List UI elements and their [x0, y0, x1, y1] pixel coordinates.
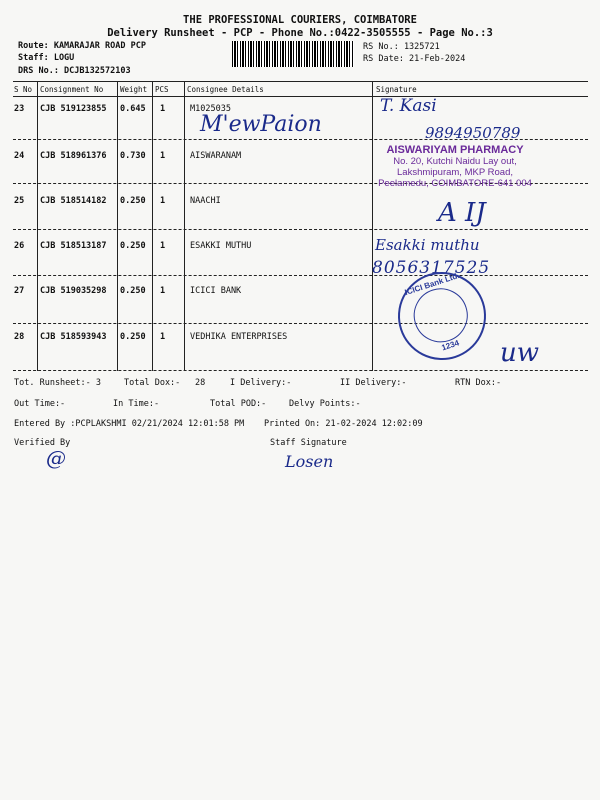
- verified-by: Verified By: [14, 438, 71, 448]
- handwritten-signature: T. Kasi: [380, 96, 437, 116]
- row-consignment: CJB 518514182: [40, 196, 107, 206]
- row-weight: 0.250: [120, 241, 146, 251]
- col-consignment: Consignment No: [40, 85, 104, 94]
- total-dox-value: 28: [195, 378, 206, 388]
- table-header-border: [13, 96, 588, 97]
- row-consignee: NAACHI: [190, 196, 221, 206]
- row-sno: 25: [14, 196, 25, 206]
- bank-stamp-text: ICICI Bank Ltd.: [403, 270, 461, 298]
- handwritten-signature: uw: [500, 338, 539, 368]
- row-weight: 0.645: [120, 104, 146, 114]
- row-pcs: 1: [160, 241, 166, 251]
- rs-number: RS No.: 1325721: [363, 42, 440, 52]
- pharmacy-stamp: [365, 144, 545, 189]
- rs-date: RS Date: 21-Feb-2024: [363, 54, 466, 64]
- col-divider: [37, 81, 38, 371]
- handwritten-name: Esakki muthu: [375, 236, 480, 254]
- printed-on: Printed On: 21-02-2024 12:02:09: [264, 419, 423, 429]
- stamp-address: Peelamedu, COIMBATORE-641 004: [378, 178, 532, 189]
- total-dox-label: Total Dox:-: [124, 378, 181, 388]
- delvy-points: Delvy Points:-: [289, 399, 361, 409]
- row-pcs: 1: [160, 151, 166, 161]
- col-consignee: Consignee Details: [187, 85, 264, 94]
- route-label: Route: KAMARAJAR ROAD PCP: [18, 41, 146, 51]
- rtn-dox: RTN Dox:-: [455, 378, 502, 388]
- in-time: In Time:-: [113, 399, 160, 409]
- row-pcs: 1: [160, 196, 166, 206]
- row-divider: [13, 323, 588, 324]
- row-sno: 23: [14, 104, 25, 114]
- row-weight: 0.250: [120, 196, 146, 206]
- stamp-title: AISWARIYAM PHARMACY: [386, 144, 524, 156]
- row-sno: 26: [14, 241, 25, 251]
- col-weight: Weight: [120, 85, 148, 94]
- total-pod: Total POD:-: [210, 399, 267, 409]
- entered-by: Entered By :PCPLAKSHMI 02/21/2024 12:01:58 PM: [14, 419, 245, 429]
- row-divider: [13, 275, 588, 276]
- tot-runsheet: Tot. Runsheet:- 3: [14, 378, 101, 388]
- handwritten-phone: 8056317525: [372, 258, 491, 278]
- row-pcs: 1: [160, 332, 166, 342]
- i-delivery: I Delivery:-: [230, 378, 292, 388]
- barcode: [232, 41, 354, 67]
- row-consignee: ICICI BANK: [190, 286, 242, 296]
- handwritten-signature: A IJ: [438, 198, 486, 228]
- col-divider: [184, 81, 185, 371]
- col-divider: [372, 81, 373, 371]
- staff-label: Staff: LOGU: [18, 53, 75, 63]
- row-sno: 27: [14, 286, 25, 296]
- row-consignment: CJB 518513187: [40, 241, 107, 251]
- table-bottom-border: [13, 370, 588, 371]
- row-consignment: CJB 518961376: [40, 151, 107, 161]
- bank-stamp-code: 1234: [440, 338, 461, 353]
- col-sno: S No: [14, 85, 33, 94]
- row-weight: 0.250: [120, 332, 146, 342]
- col-divider: [117, 81, 118, 371]
- col-divider: [152, 81, 153, 371]
- out-time: Out Time:-: [14, 399, 66, 409]
- runsheet-subtitle: Delivery Runsheet - PCP - Phone No.:0422-3505555 - Page No.:3: [107, 27, 493, 39]
- staff-signature-label: Staff Signature: [270, 438, 347, 448]
- row-weight: 0.730: [120, 151, 146, 161]
- table-top-border: [13, 81, 588, 82]
- handwritten-name: M'ewPaion: [200, 112, 322, 137]
- row-consignee: AISWARANAM: [190, 151, 242, 161]
- col-signature: Signature: [376, 85, 417, 94]
- row-consignment: CJB 519123855: [40, 104, 107, 114]
- row-divider: [13, 229, 588, 230]
- row-pcs: 1: [160, 104, 166, 114]
- row-sno: 28: [14, 332, 25, 342]
- row-weight: 0.250: [120, 286, 146, 296]
- row-consignee: VEDHIKA ENTERPRISES: [190, 332, 288, 342]
- stamp-address: No. 20, Kutchi Naidu Lay out,: [393, 156, 517, 167]
- handwritten-phone: 9894950789: [425, 124, 521, 142]
- stamp-address: Lakshmipuram, MKP Road,: [397, 167, 513, 178]
- company-title: THE PROFESSIONAL COURIERS, COIMBATORE: [183, 14, 417, 26]
- row-consignee: M1025035: [190, 104, 231, 114]
- row-consignment: CJB 518593943: [40, 332, 107, 342]
- row-sno: 24: [14, 151, 25, 161]
- drs-label: DRS No.: DCJB132572103: [18, 66, 131, 76]
- row-pcs: 1: [160, 286, 166, 296]
- verified-mark: @: [46, 446, 66, 470]
- staff-handwritten-signature: Losen: [285, 452, 334, 471]
- col-pcs: PCS: [155, 85, 169, 94]
- ii-delivery: II Delivery:-: [340, 378, 407, 388]
- row-consignee: ESAKKI MUTHU: [190, 241, 252, 251]
- row-consignment: CJB 519035298: [40, 286, 107, 296]
